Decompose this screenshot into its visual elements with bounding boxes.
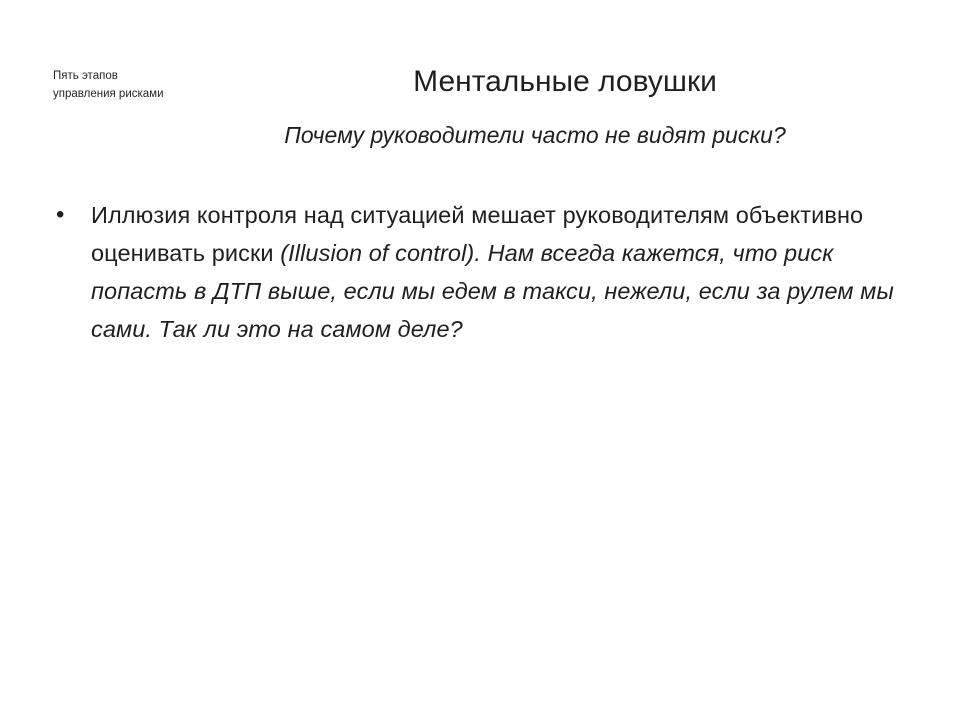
slide-title: Ментальные ловушки	[413, 65, 717, 98]
bullet-text-italic: (Illusion of control). Нам всегда кажется, что риск попасть в ДТП выше, если мы едем в такси, нежели, если за рулем мы сами. Так ли это на самом деле?	[91, 240, 894, 342]
bullet-marker: •	[56, 201, 65, 228]
bullet-list	[56, 196, 906, 348]
section-label	[53, 67, 223, 103]
bullet-text	[91, 196, 906, 348]
bullet-item	[56, 196, 906, 348]
section-label-line-1: Пять этапов	[53, 70, 118, 82]
slide-subtitle: Почему руководители часто не видят риски?	[284, 122, 786, 148]
bullet-text-normal: Иллюзия контроля над ситуацией мешает руководителям объективно оценивать риски	[91, 202, 864, 266]
section-label-line-2: управления рисками	[53, 88, 164, 100]
